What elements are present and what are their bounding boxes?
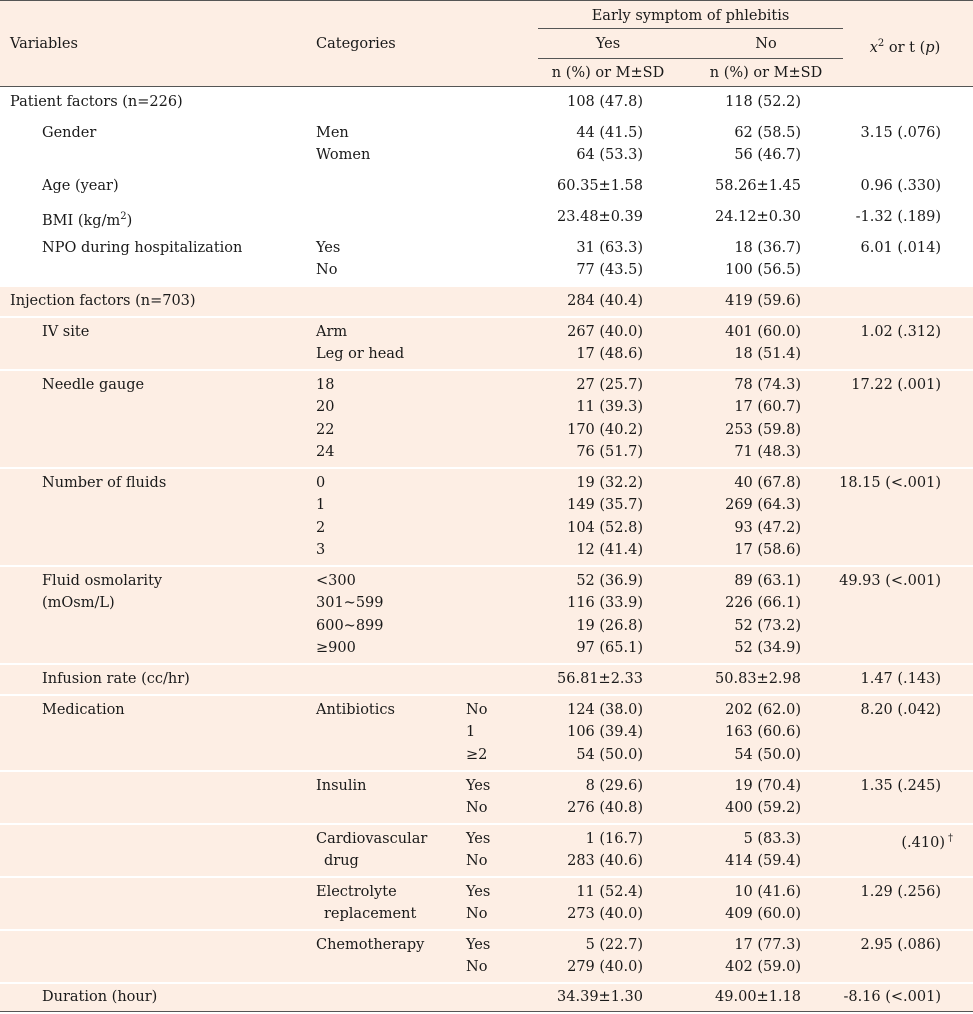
antibiotics-label: Antibiotics: [316, 702, 395, 718]
osmolarity-no: 89 (63.1): [734, 573, 801, 589]
fluids-no: 40 (67.8): [734, 475, 801, 491]
age-label: Age (year): [42, 178, 119, 194]
cardio-sub: Yes: [466, 831, 491, 847]
injection-no: 419 (59.6): [725, 293, 801, 309]
cardio-sub: No: [466, 853, 488, 869]
age-yes: 60.35±1.58: [557, 178, 643, 194]
needle-gauge-cat: 18: [316, 377, 335, 393]
needle-gauge-cat: 24: [316, 444, 335, 460]
cardio-no: 414 (59.4): [725, 853, 801, 869]
needle-gauge-yes: 11 (39.3): [576, 399, 643, 415]
antibiotics-sub: No: [466, 702, 488, 718]
gender-stat: 3.15 (.076): [860, 125, 941, 141]
medication-label: Medication: [42, 702, 125, 718]
electrolyte-no: 10 (41.6): [734, 884, 801, 900]
antibiotics-no: 54 (50.0): [734, 747, 801, 763]
osmolarity-no: 52 (34.9): [734, 640, 801, 656]
header-no: No: [755, 36, 777, 52]
patient-factors-title: Patient factors (n=226): [10, 94, 183, 110]
fluids-cat: 1: [316, 497, 326, 513]
npo-yes: 31 (63.3): [576, 240, 643, 256]
needle-gauge-cat: 20: [316, 399, 335, 415]
osmolarity-label: Fluid osmolarity: [42, 573, 163, 589]
needle-gauge-yes: 27 (25.7): [576, 377, 643, 393]
age-no: 58.26±1.45: [715, 178, 801, 194]
gender-no: 62 (58.5): [734, 125, 801, 141]
bmi-no: 24.12±0.30: [715, 209, 801, 225]
fluids-no: 269 (64.3): [725, 497, 801, 513]
iv-site-cat: Arm: [316, 324, 348, 340]
fluids-yes: 104 (52.8): [567, 520, 643, 536]
electrolyte-yes: 11 (52.4): [576, 884, 643, 900]
osmolarity-yes: 116 (33.9): [567, 595, 643, 611]
header-categories: Categories: [316, 36, 396, 52]
needle-gauge-no: 78 (74.3): [734, 377, 801, 393]
insulin-label: Insulin: [316, 778, 367, 794]
needle-gauge-no: 17 (60.7): [734, 399, 801, 415]
header-stat: $x^2$ or t (p): [869, 38, 941, 56]
osmolarity-unit: (mOsm/L): [42, 595, 115, 611]
bmi-stat: -1.32 (.189): [855, 209, 941, 225]
chemotherapy-yes: 279 (40.0): [567, 959, 643, 975]
chemotherapy-stat: 2.95 (.086): [860, 937, 941, 953]
antibiotics-yes: 124 (38.0): [567, 702, 643, 718]
npo-yes: 77 (43.5): [576, 262, 643, 278]
infusion-no: 50.83±2.98: [715, 671, 801, 687]
chemotherapy-no: 402 (59.0): [725, 959, 801, 975]
infusion-label: Infusion rate (cc/hr): [42, 671, 190, 687]
electrolyte-no: 409 (60.0): [725, 906, 801, 922]
npo-no: 100 (56.5): [725, 262, 801, 278]
bmi-yes: 23.48±0.39: [557, 209, 643, 225]
gender-cat: Men: [316, 125, 349, 141]
osmolarity-yes: 97 (65.1): [576, 640, 643, 656]
injection-factors-title: Injection factors (n=703): [10, 293, 196, 309]
fluids-no: 93 (47.2): [734, 520, 801, 536]
antibiotics-yes: 54 (50.0): [576, 747, 643, 763]
iv-site-stat: 1.02 (.312): [860, 324, 941, 340]
npo-cat: No: [316, 262, 338, 278]
chemotherapy-sub: No: [466, 959, 488, 975]
injection-yes: 284 (40.4): [567, 293, 643, 309]
gender-cat: Women: [316, 147, 371, 163]
duration-yes: 34.39±1.30: [557, 989, 643, 1005]
insulin-stat: 1.35 (.245): [860, 778, 941, 794]
npo-cat: Yes: [316, 240, 341, 256]
duration-stat: -8.16 (<.001): [843, 989, 941, 1005]
iv-site-no: 18 (51.4): [734, 346, 801, 362]
gender-yes: 64 (53.3): [576, 147, 643, 163]
electrolyte-label: Electrolyte: [316, 884, 397, 900]
yes-no-rule: [538, 58, 843, 59]
insulin-yes: 8 (29.6): [585, 778, 643, 794]
gender-yes: 44 (41.5): [576, 125, 643, 141]
cardio-yes: 283 (40.6): [567, 853, 643, 869]
bottom-rule: [0, 1011, 973, 1012]
electrolyte-label-cont: replacement: [324, 906, 417, 922]
infusion-yes: 56.81±2.33: [557, 671, 643, 687]
fluids-yes: 149 (35.7): [567, 497, 643, 513]
npo-label: NPO during hospitalization: [42, 240, 243, 256]
npo-stat: 6.01 (.014): [860, 240, 941, 256]
iv-site-yes: 17 (48.6): [576, 346, 643, 362]
patient-no: 118 (52.2): [725, 94, 801, 110]
duration-label: Duration (hour): [42, 989, 158, 1005]
osmolarity-stat: 49.93 (<.001): [839, 573, 941, 589]
osmolarity-no: 226 (66.1): [725, 595, 801, 611]
osmolarity-cat: ≥900: [316, 640, 356, 656]
needle-gauge-cat: 22: [316, 422, 335, 438]
antibiotics-yes: 106 (39.4): [567, 724, 643, 740]
osmolarity-cat: 301~599: [316, 595, 384, 611]
osmolarity-yes: 52 (36.9): [576, 573, 643, 589]
fluids-cat: 2: [316, 520, 326, 536]
fluids-yes: 19 (32.2): [576, 475, 643, 491]
needle-gauge-no: 71 (48.3): [734, 444, 801, 460]
osmolarity-no: 52 (73.2): [734, 618, 801, 634]
needle-gauge-yes: 170 (40.2): [567, 422, 643, 438]
top-rule: [0, 0, 973, 1]
cardio-stat: (.410) †: [901, 833, 953, 851]
insulin-yes: 276 (40.8): [567, 800, 643, 816]
needle-gauge-yes: 76 (51.7): [576, 444, 643, 460]
npo-no: 18 (36.7): [734, 240, 801, 256]
fluids-stat: 18.15 (<.001): [839, 475, 941, 491]
header-unit-yes: n (%) or M±SD: [551, 65, 665, 81]
header-yes: Yes: [595, 36, 621, 52]
electrolyte-stat: 1.29 (.256): [860, 884, 941, 900]
dagger-mark: †: [948, 833, 953, 844]
insulin-sub: No: [466, 800, 488, 816]
iv-site-cat: Leg or head: [316, 346, 405, 362]
insulin-no: 400 (59.2): [725, 800, 801, 816]
gender-no: 56 (46.7): [734, 147, 801, 163]
patient-yes: 108 (47.8): [567, 94, 643, 110]
antibiotics-no: 202 (62.0): [725, 702, 801, 718]
iv-site-yes: 267 (40.0): [567, 324, 643, 340]
electrolyte-sub: No: [466, 906, 488, 922]
duration-no: 49.00±1.18: [715, 989, 801, 1005]
fluids-yes: 12 (41.4): [576, 542, 643, 558]
electrolyte-yes: 273 (40.0): [567, 906, 643, 922]
header-group: Early symptom of phlebitis: [591, 8, 790, 24]
iv-site-no: 401 (60.0): [725, 324, 801, 340]
antibiotics-no: 163 (60.6): [725, 724, 801, 740]
fluids-no: 17 (58.6): [734, 542, 801, 558]
cardio-no: 5 (83.3): [743, 831, 801, 847]
electrolyte-sub: Yes: [466, 884, 491, 900]
cardio-label: Cardiovascular: [316, 831, 428, 847]
osmolarity-yes: 19 (26.8): [576, 618, 643, 634]
gender-label: Gender: [42, 125, 97, 141]
insulin-no: 19 (70.4): [734, 778, 801, 794]
antibiotics-stat: 8.20 (.042): [860, 702, 941, 718]
fluids-cat: 3: [316, 542, 326, 558]
chemotherapy-sub: Yes: [466, 937, 491, 953]
chemotherapy-no: 17 (77.3): [734, 937, 801, 953]
age-stat: 0.96 (.330): [860, 178, 941, 194]
needle-gauge-label: Needle gauge: [42, 377, 145, 393]
infusion-stat: 1.47 (.143): [860, 671, 941, 687]
iv-site-label: IV site: [42, 324, 90, 340]
needle-gauge-stat: 17.22 (.001): [851, 377, 941, 393]
needle-gauge-no: 253 (59.8): [725, 422, 801, 438]
osmolarity-cat: 600~899: [316, 618, 384, 634]
group-rule: [538, 28, 843, 29]
chemotherapy-yes: 5 (22.7): [585, 937, 643, 953]
insulin-sub: Yes: [466, 778, 491, 794]
chemotherapy-label: Chemotherapy: [316, 937, 425, 953]
header-variables: Variables: [10, 36, 78, 52]
bmi-label: BMI $(kg/m^2)$: [42, 211, 133, 229]
fluids-label: Number of fluids: [42, 475, 167, 491]
fluids-cat: 0: [316, 475, 326, 491]
osmolarity-cat: <300: [316, 573, 356, 589]
header-rule: [0, 86, 973, 87]
cardio-yes: 1 (16.7): [585, 831, 643, 847]
antibiotics-sub: ≥2: [466, 747, 488, 763]
antibiotics-sub: 1: [466, 724, 476, 740]
header-unit-no: n (%) or M±SD: [709, 65, 823, 81]
cardio-label-cont: drug: [324, 853, 359, 869]
